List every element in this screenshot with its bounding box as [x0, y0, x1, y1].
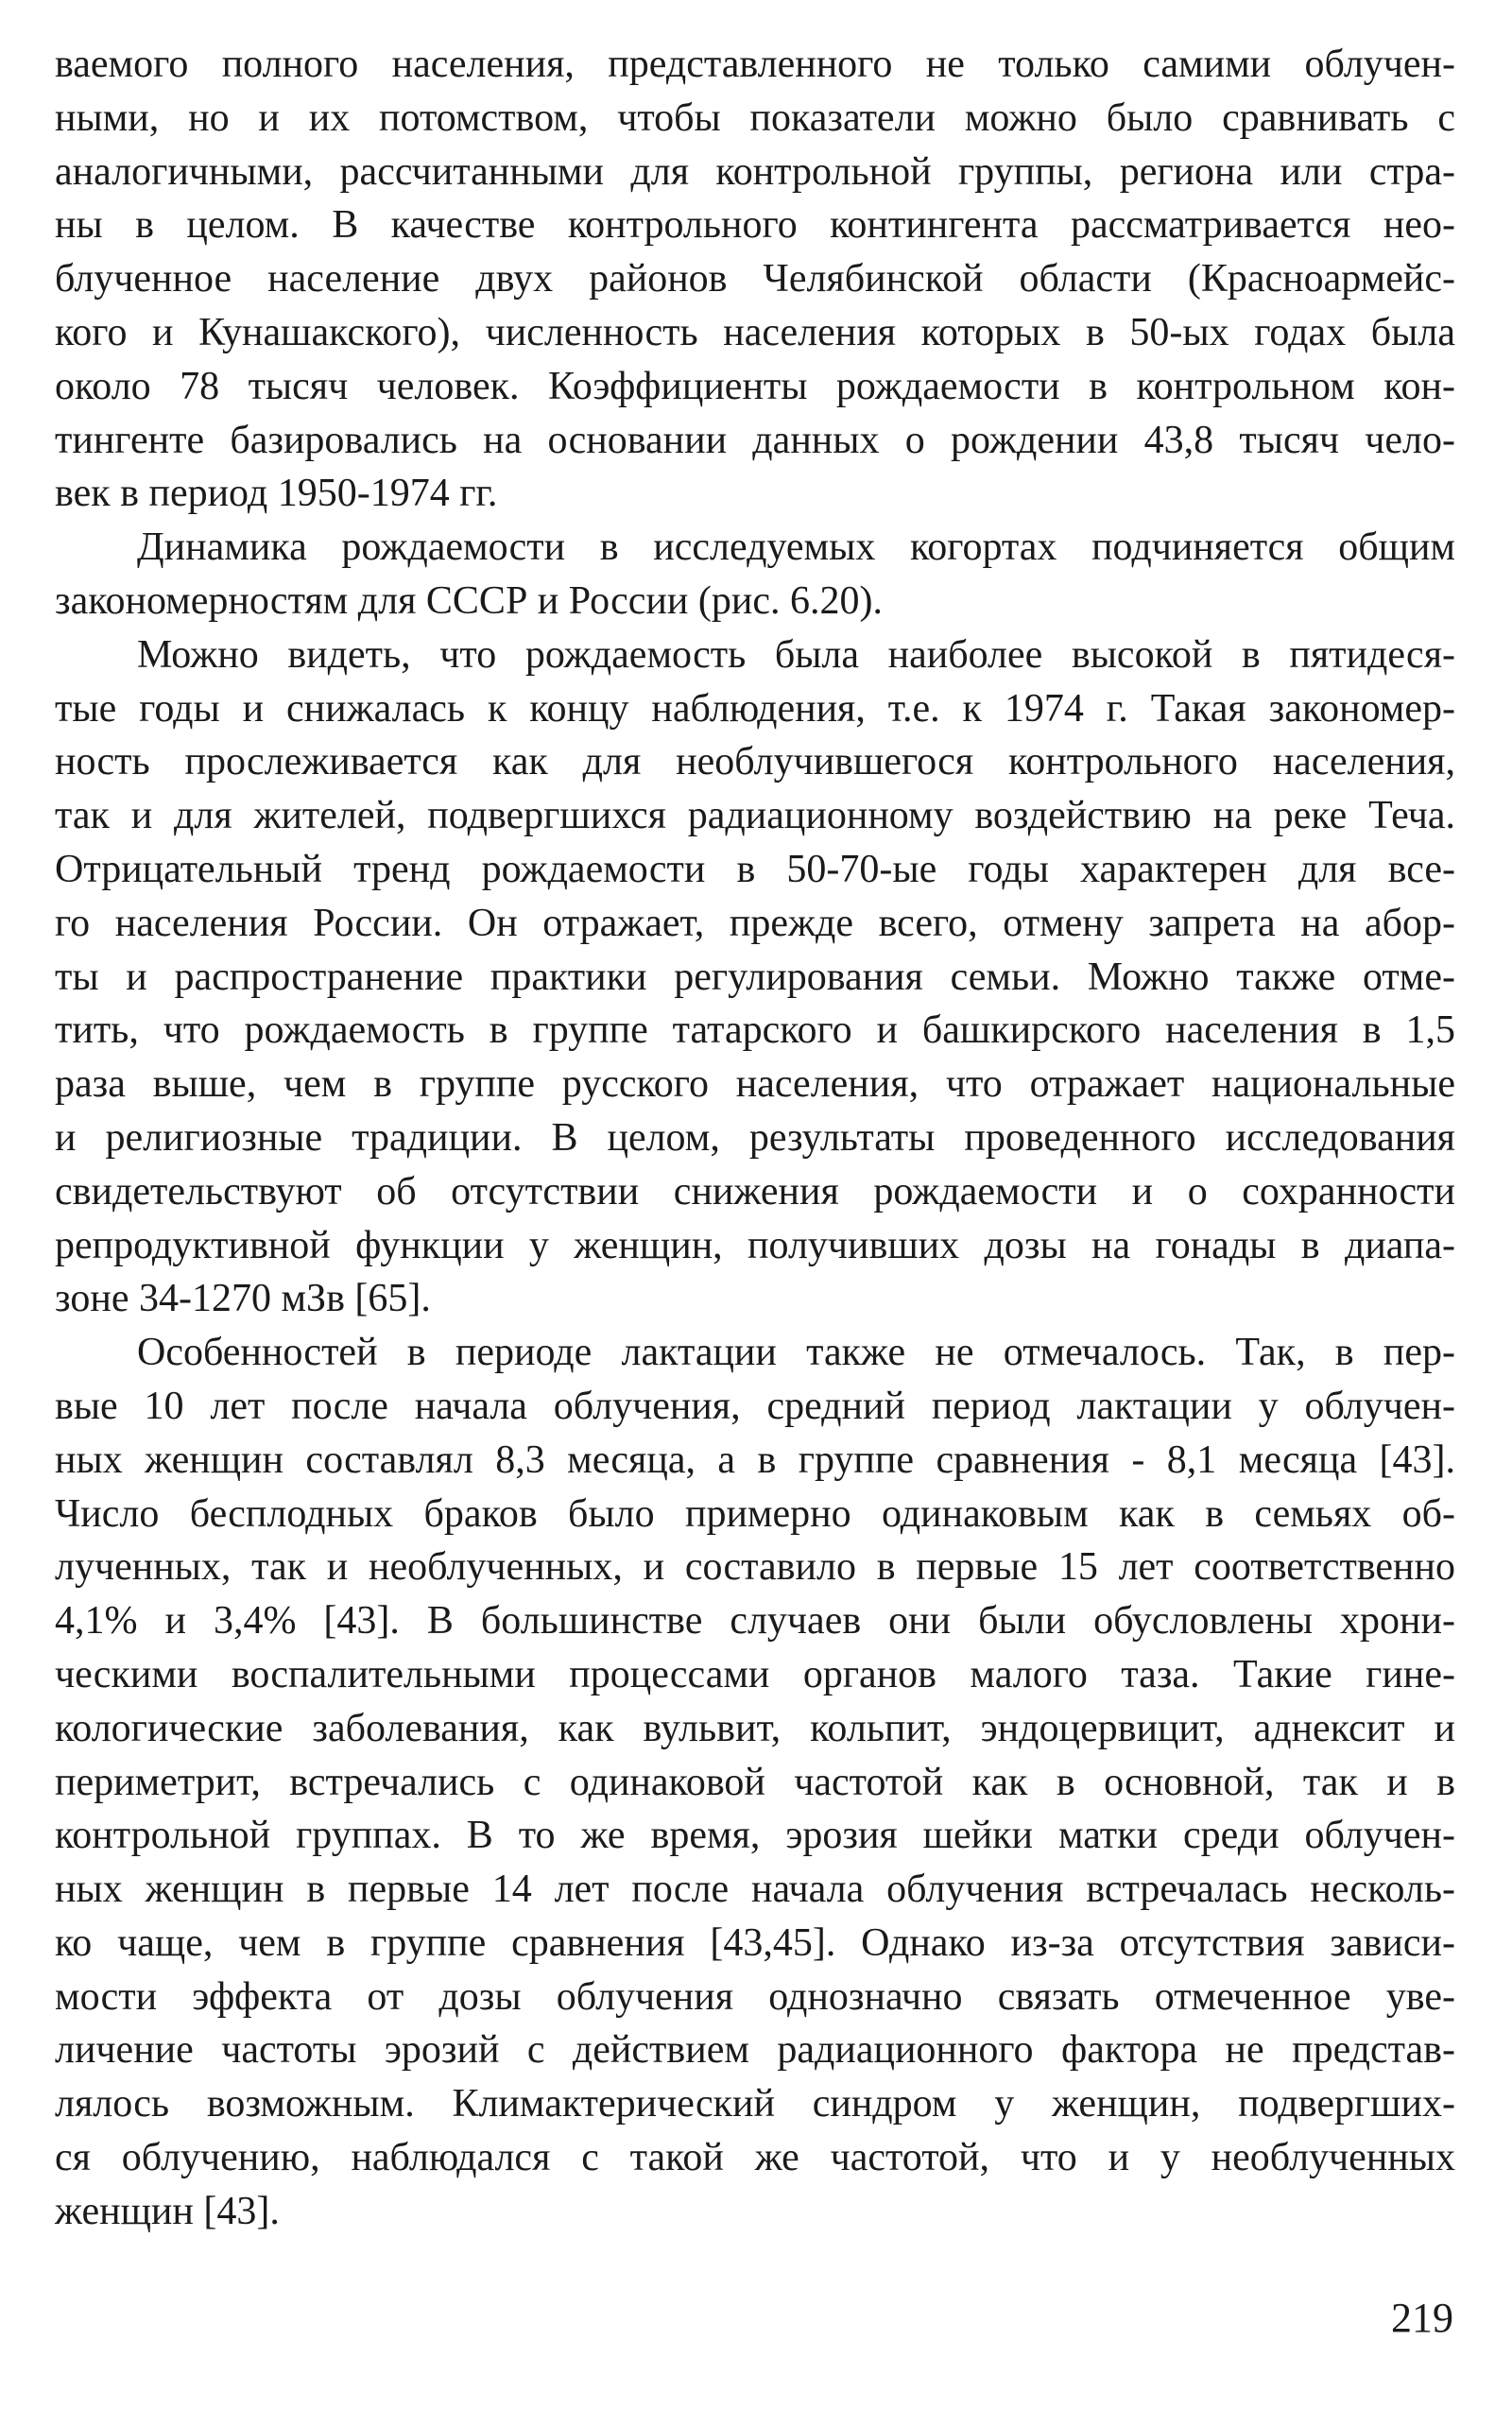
text-line: Число бесплодных браков было примерно одинаковым как в семьях об- [55, 1491, 1455, 1536]
text-line: и религиозные традиции. В целом, результаты проведенного исследования [55, 1115, 1455, 1160]
text-line: периметрит, встречались с одинаковой частотой как в основной, так и в [55, 1760, 1455, 1804]
text-line: век в период 1950-1974 гг. [55, 472, 498, 516]
text-line: ность прослеживается как для необлучившегося контрольного населения, [55, 740, 1455, 784]
text-line: Особенностей в периоде лактации также не отмечалось. Так, в пер- [137, 1331, 1455, 1375]
text-line: 4,1% и 3,4% [43]. В большинстве случаев они были обусловлены хрони- [55, 1599, 1455, 1644]
text-line: ными, но и их потомством, чтобы показатели можно было сравнивать с [55, 95, 1455, 140]
text-line: ваемого полного населения, представленного не только самими облучен- [55, 43, 1455, 86]
text-line: женщин [43]. [55, 2189, 280, 2233]
text-line: так и для жителей, подвергшихся радиационному воздействию на реке Теча. [55, 794, 1455, 838]
text-line: кого и Кунашакского), численность населения которых в 50-ых годах была [55, 310, 1455, 354]
text-line: блученное население двух районов Челябинской области (Красноармейс- [55, 257, 1455, 301]
text-line: тые годы и снижалась к концу наблюдения, т.е. к 1974 г. Такая закономер- [55, 686, 1455, 731]
text-line: ны в целом. В качестве контрольного контингента рассматривается нео- [55, 203, 1455, 248]
text-line: личение частоты эрозий с действием радиационного фактора не представ- [55, 2028, 1455, 2073]
text-line: свидетельствуют об отсутствии снижения рождаемости и о сохранности [55, 1169, 1455, 1214]
text-line: зоне 34-1270 мЗв [65]. [55, 1277, 431, 1321]
text-line: ко чаще, чем в группе сравнения [43,45]. Однако из-за отсутствия зависи- [55, 1920, 1455, 1965]
text-line: закономерностям для СССР и России (рис. 6.20). [55, 578, 883, 623]
page-number: 219 [1391, 2295, 1453, 2341]
text-line: контрольной группах. В то же время, эрозия шейки матки среди облучен- [55, 1814, 1455, 1858]
text-line: го населения России. Он отражает, прежде всего, отмену запрета на абор- [55, 901, 1455, 945]
text-line: Можно видеть, что рождаемость была наиболее высокой в пятидеся- [137, 632, 1455, 677]
text-line: Динамика рождаемости в исследуемых когортах подчиняется общим [137, 525, 1455, 570]
text-line: вые 10 лет после начала облучения, средний период лактации у облучен- [55, 1384, 1455, 1428]
text-line: репродуктивной функции у женщин, получивших дозы на гонады в диапа- [55, 1223, 1455, 1267]
text-line: ты и распространение практики регулирования семьи. Можно также отме- [55, 955, 1455, 999]
text-line: кологические заболевания, как вульвит, кольпит, эндоцервицит, аднексит и [55, 1706, 1455, 1750]
text-line: ся облучению, наблюдался с такой же частотой, что и у необлученных [55, 2136, 1455, 2180]
text-line: аналогичными, рассчитанными для контрольной группы, региона или стра- [55, 149, 1455, 194]
text-line: ных женщин в первые 14 лет после начала облучения встречалась несколь- [55, 1868, 1455, 1912]
body-text [55, 38, 1455, 2239]
text-line: лученных, так и необлученных, и составило в первые 15 лет соответственно [55, 1545, 1455, 1590]
text-line: лялось возможным. Климактерический синдром у женщин, подвергших- [55, 2082, 1455, 2126]
text-line: Отрицательный тренд рождаемости в 50-70-ые годы характерен для все- [55, 847, 1455, 891]
text-line: тингенте базировались на основании данных о рождении 43,8 тысяч чело- [55, 418, 1455, 462]
text-line: раза выше, чем в группе русского населения, что отражает национальные [55, 1062, 1455, 1107]
text-line: около 78 тысяч человек. Коэффициенты рождаемости в контрольном кон- [55, 364, 1455, 408]
text-line: ных женщин составлял 8,3 месяца, а в группе сравнения - 8,1 месяца [43]. [55, 1437, 1455, 1482]
text-line: тить, что рождаемость в группе татарского и башкирского населения в 1,5 [55, 1008, 1455, 1053]
text-line: мости эффекта от дозы облучения однозначно связать отмеченное уве- [55, 1974, 1455, 2019]
text-line: ческими воспалительными процессами органов малого таза. Такие гине- [55, 1652, 1455, 1696]
